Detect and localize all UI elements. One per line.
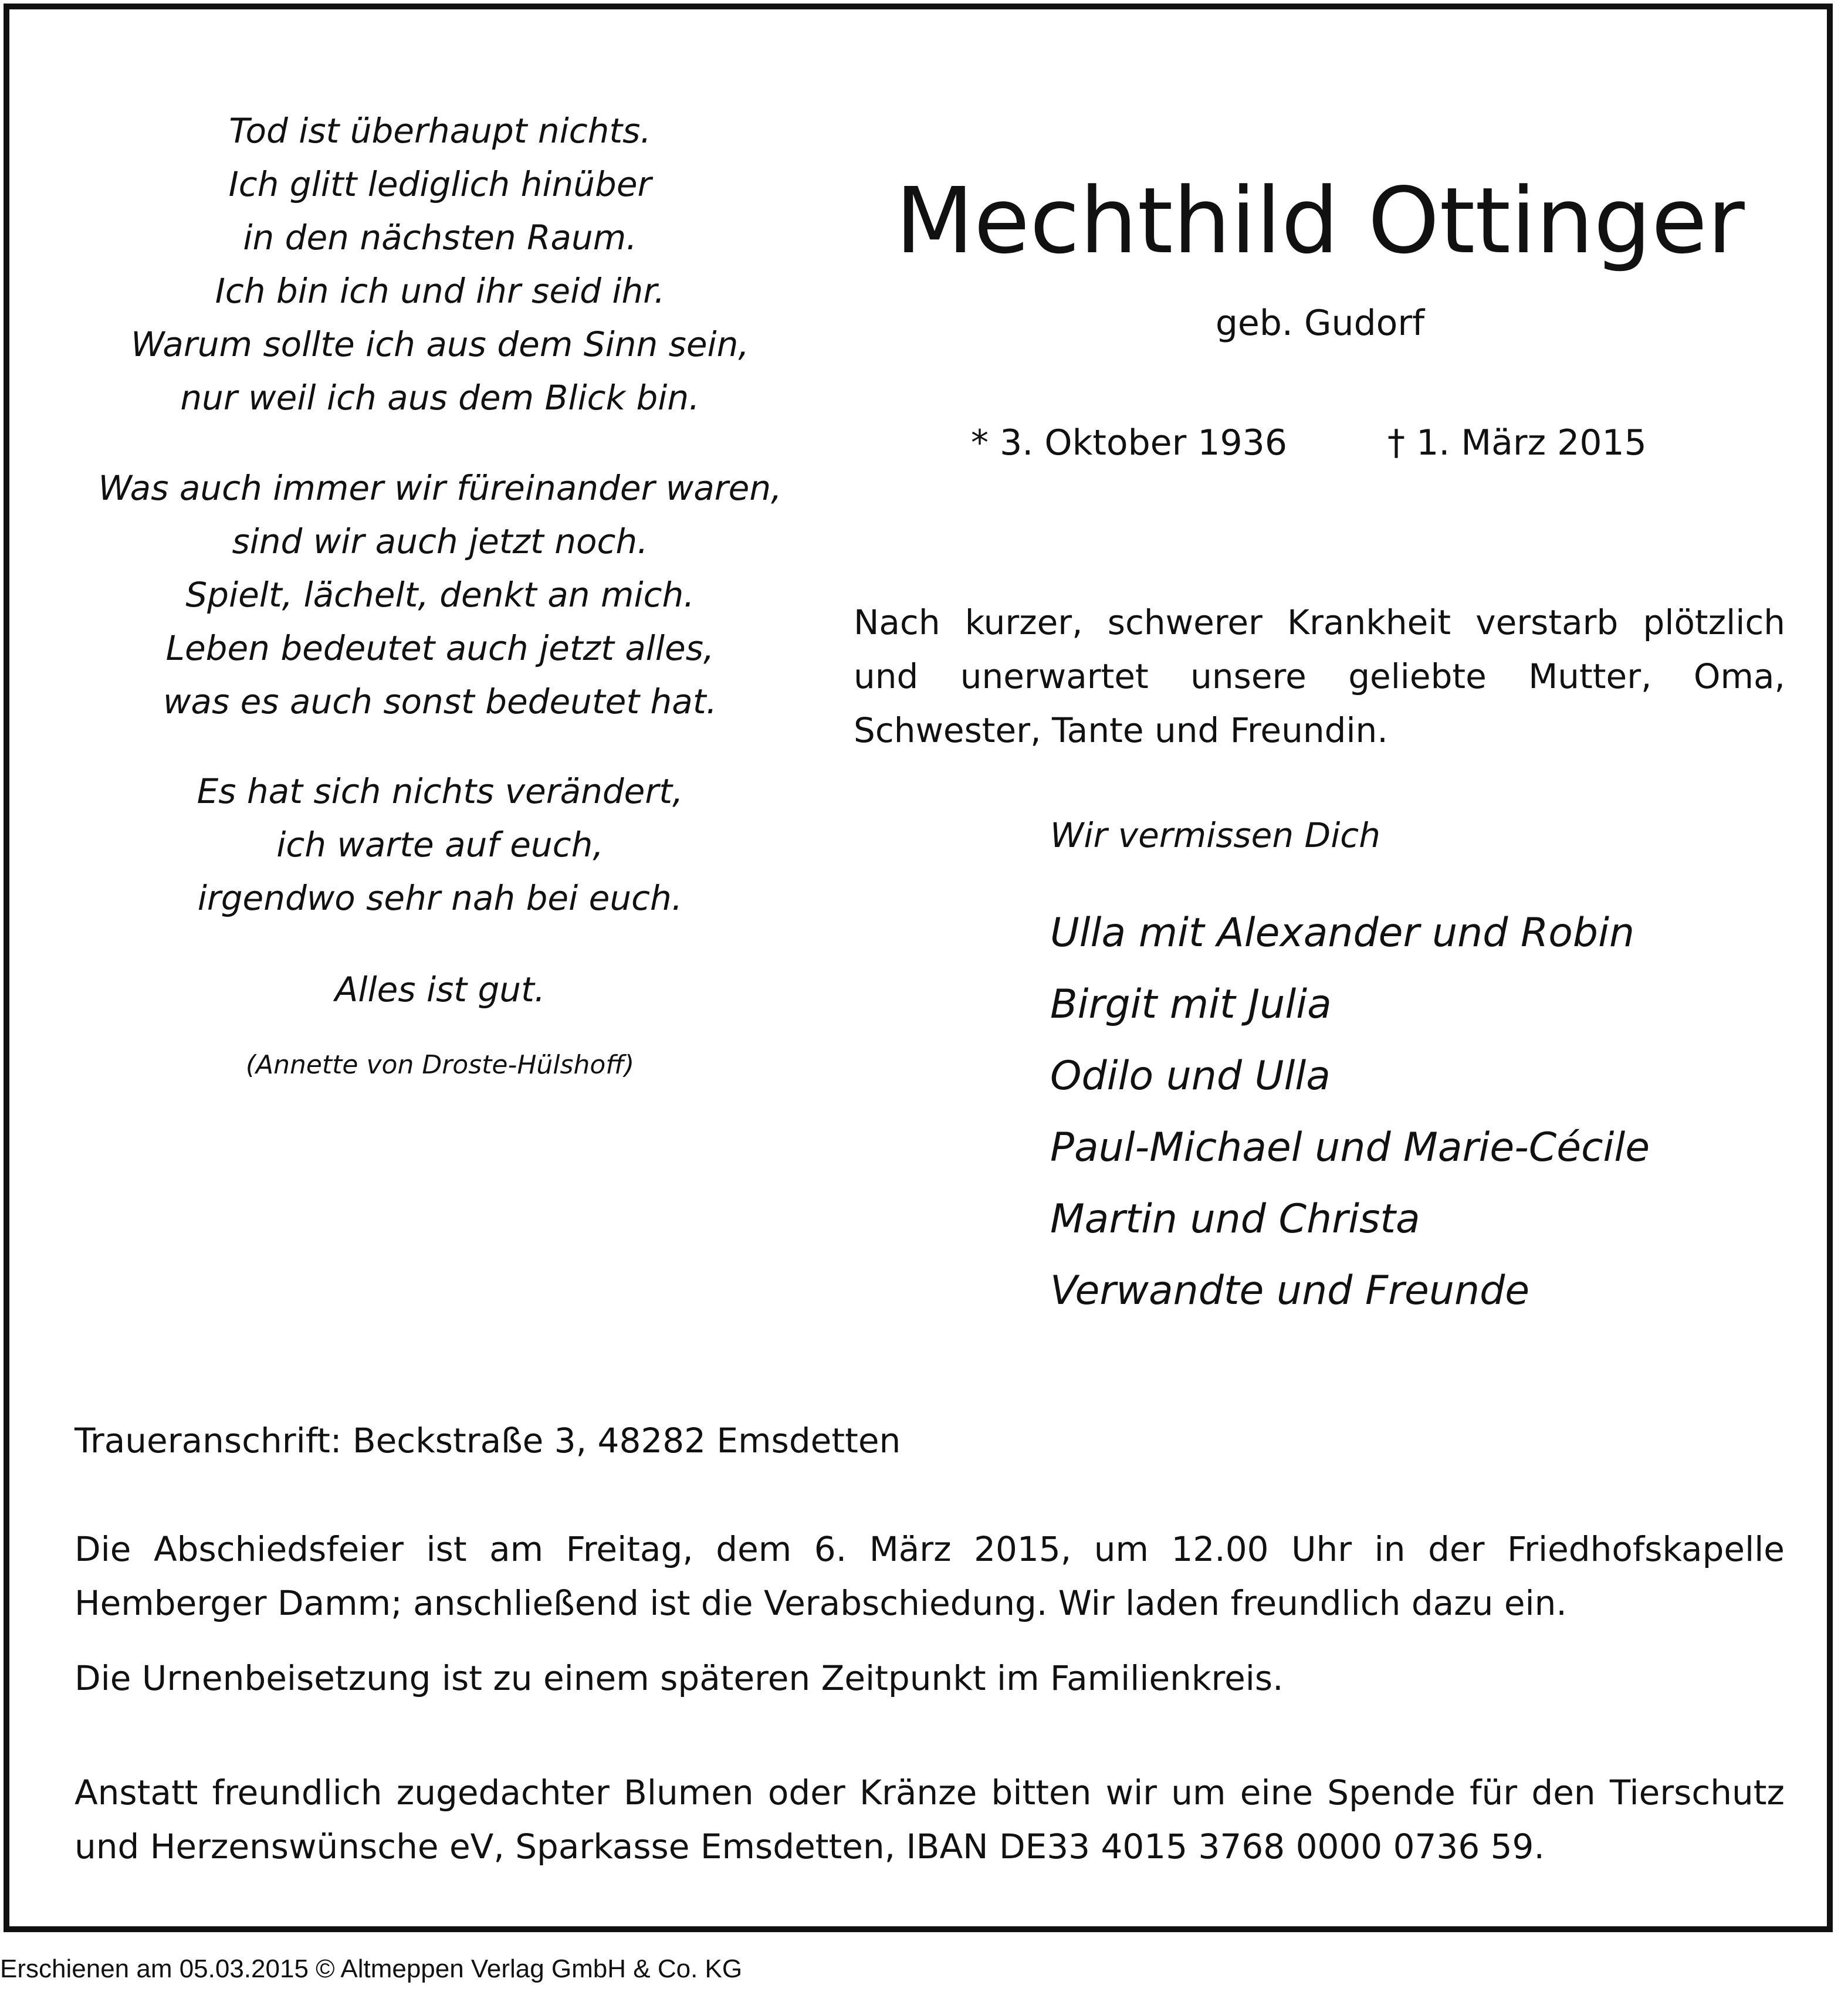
poem-line: in den nächsten Raum. [243,218,637,258]
poem-line: Alles ist gut. [334,970,546,1009]
poem-line: Es hat sich nichts verändert, [197,771,683,811]
mourner-name: Birgit mit Julia [1050,981,1332,1028]
poem-line: irgendwo sehr nah bei euch. [197,878,683,918]
poem-author: (Annette von Droste-Hülshoff) [245,1050,635,1080]
mourner-name: Ulla mit Alexander und Robin [1050,910,1635,956]
mourner-name: Martin und Christa [1050,1196,1420,1242]
death-announcement: Nach kurzer, schwerer Krankheit verstarb plötzlich und unerwartet unsere geliebte Mutter, Oma, Schwester, Tante und Freundin. [854,602,1785,750]
mourner-name: Paul-Michael und Marie-Cécile [1050,1124,1650,1171]
poem-line: Tod ist überhaupt nichts. [229,111,651,151]
death-date: † 1. März 2015 [1387,422,1647,463]
mourner-name: Odilo und Ulla [1050,1053,1331,1099]
mourner-name: Verwandte und Freunde [1050,1268,1530,1314]
poem-stanza-4 [59,963,821,1017]
mourning-address: Traueranschrift: Beckstraße 3, 48282 Emsdetten [75,1421,901,1461]
mourners-list [1050,897,1650,1327]
poem-stanza-1 [59,104,821,425]
poem-line: Ich bin ich und ihr seid ihr. [215,271,665,311]
poem-line: nur weil ich aus dem Blick bin. [180,378,700,418]
deceased-name: Mechthild Ottinger [895,168,1745,274]
birth-date: * 3. Oktober 1936 [971,422,1288,463]
poem-line: Was auch immer wir füreinander waren, [98,468,782,508]
poem-line: Spielt, lächelt, denkt an mich. [185,575,695,615]
poem-line: was es auch sonst bedeutet hat. [163,682,717,721]
publication-footer: Erschienen am 05.03.2015 © Altmeppen Verlag GmbH & Co. KG [0,1954,743,1983]
poem-line: Warum sollte ich aus dem Sinn sein, [131,324,749,364]
poem-line: sind wir auch jetzt noch. [232,521,648,561]
poem-line: ich warte auf euch, [276,825,604,865]
donation-request: Anstatt freundlich zugedachter Blumen oder Kränze bitten wir um eine Spende für den Tierschutz und Herzenswünsche eV, Sparkasse Emsdetten, IBAN DE33 4015 3768 0000 0736 59. [75,1773,1785,1866]
poem-stanza-2 [59,462,821,729]
poem-line: Ich glitt lediglich hinüber [228,164,652,204]
urn-burial-info: Die Urnenbeisetzung ist zu einem späteren Zeitpunkt im Familienkreis. [75,1658,1284,1698]
mourners-heading: Wir vermissen Dich [1050,815,1380,855]
poem-stanza-3 [59,765,821,925]
poem-line: Leben bedeutet auch jetzt alles, [165,628,715,668]
maiden-name: geb. Gudorf [1215,303,1425,344]
farewell-ceremony-info: Die Abschiedsfeier ist am Freitag, dem 6. März 2015, um 12.00 Uhr in der Friedhofskapelle Hemberger Damm; anschließend ist die Verabschiedung. Wir laden freundlich dazu ein. [75,1529,1785,1623]
